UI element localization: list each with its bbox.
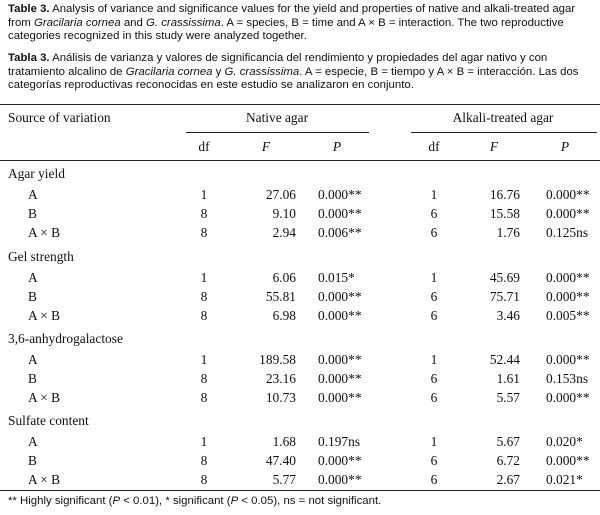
caption-text: and (120, 16, 147, 29)
cell-n-df: 8 (200, 371, 208, 386)
cell-n-P: 0.000** (318, 453, 362, 468)
row-source: A (28, 434, 38, 449)
header-p: P (332, 139, 342, 154)
caption-text: Analysis of variance and significance values for the yield and properties of native and alkali-treated agar from (8, 3, 576, 29)
cell-a-df: 6 (430, 289, 438, 304)
cell-n-P: 0.000** (318, 371, 362, 386)
cell-n-F: 9.10 (272, 206, 296, 221)
cell-n-df: 1 (200, 270, 208, 285)
cell-a-P: 0.000** (546, 289, 590, 304)
caption-text: . A = especie, B = tiempo y A × B = interacción. Las dos categorías reproductivas reconocidas en este estudio se analizaron en conjunto. (8, 65, 579, 92)
cell-n-F: 189.58 (259, 352, 296, 367)
cell-n-P: 0.000** (318, 472, 362, 487)
cell-n-F: 10.73 (265, 390, 296, 405)
row-source: B (28, 371, 37, 386)
caption-label: Tabla 3. (8, 52, 50, 64)
header-bottom-rule (0, 160, 600, 161)
header-source: Source of variation (8, 110, 111, 125)
cell-a-F: 5.57 (496, 390, 520, 405)
row-source: A × B (28, 308, 61, 323)
row-source: A (28, 270, 38, 285)
cell-a-df: 1 (430, 187, 438, 202)
table-bottom-rule (0, 490, 600, 491)
caption-spanish (8, 52, 594, 93)
cell-n-F: 2.94 (272, 225, 296, 240)
cell-n-df: 1 (200, 187, 208, 202)
row-source: A × B (28, 390, 61, 405)
cell-a-P: 0.000** (546, 390, 590, 405)
section-title: Sulfate content (8, 413, 89, 428)
row-source: A (28, 352, 38, 367)
cell-a-P: 0.005** (546, 308, 590, 323)
cell-n-P: 0.015* (318, 270, 355, 285)
cell-n-df: 8 (200, 472, 208, 487)
footnote-text: < 0.05), ns = not significant. (238, 495, 382, 507)
cell-n-df: 1 (200, 352, 208, 367)
cell-a-df: 6 (430, 371, 438, 386)
cell-n-F: 47.40 (265, 453, 296, 468)
cell-a-P: 0.000** (546, 270, 590, 285)
caption-species: Gracilaria cornea (125, 65, 213, 78)
footnote-p: P (112, 495, 121, 507)
cell-a-F: 52.44 (489, 352, 520, 367)
caption-species: G. crassissima (224, 65, 300, 78)
footnote-text: ** Highly significant ( (8, 495, 113, 507)
cell-a-P: 0.000** (546, 206, 590, 221)
row-source: A × B (28, 225, 61, 240)
row-source: B (28, 453, 37, 468)
cell-a-F: 5.67 (496, 434, 520, 449)
caption-label: Table 3. (8, 3, 50, 15)
cell-a-df: 6 (430, 390, 438, 405)
cell-a-df: 1 (430, 352, 438, 367)
cell-n-P: 0.000** (318, 187, 362, 202)
cell-a-df: 6 (430, 206, 438, 221)
section-title: 3,6-anhydrogalactose (8, 331, 123, 346)
cell-n-F: 6.06 (272, 270, 296, 285)
cell-n-P: 0.006** (318, 225, 362, 240)
cell-a-F: 15.58 (489, 206, 520, 221)
cell-a-F: 6.72 (496, 453, 520, 468)
cell-n-df: 8 (200, 225, 208, 240)
cell-a-P: 0.125ns (546, 225, 589, 240)
cell-a-df: 6 (430, 308, 438, 323)
caption-text: . A = species, B = time and A × B = interaction. The two reproductive categories recognized in this study were analyzed together. (8, 16, 564, 43)
header-df: df (198, 139, 210, 154)
header-alkali: Alkali-treated agar (452, 110, 554, 125)
cell-a-df: 1 (430, 270, 438, 285)
cell-a-df: 6 (430, 225, 438, 240)
row-source: B (28, 289, 37, 304)
cell-n-F: 27.06 (265, 187, 296, 202)
cell-n-df: 8 (200, 289, 208, 304)
alkali-span-rule (411, 132, 597, 133)
cell-n-P: 0.000** (318, 390, 362, 405)
cell-a-F: 1.76 (496, 225, 520, 240)
cell-a-F: 1.61 (496, 371, 520, 386)
cell-a-df: 6 (430, 472, 438, 487)
cell-n-df: 8 (200, 206, 208, 221)
cell-a-F: 45.69 (489, 270, 520, 285)
cell-n-F: 6.98 (272, 308, 296, 323)
cell-n-P: 0.197ns (318, 434, 361, 449)
section-title: Gel strength (8, 249, 74, 264)
cell-n-P: 0.000** (318, 308, 362, 323)
cell-a-P: 0.021* (546, 472, 583, 487)
footnote-text: < 0.01), * significant ( (120, 495, 231, 507)
cell-a-P: 0.020* (546, 434, 583, 449)
header-native: Native agar (245, 110, 309, 125)
cell-n-P: 0.000** (318, 352, 362, 367)
native-span-rule (186, 132, 369, 133)
caption-species: Gracilaria cornea (33, 16, 121, 29)
cell-a-F: 2.67 (496, 472, 520, 487)
row-source: A × B (28, 472, 61, 487)
cell-n-F: 5.77 (272, 472, 296, 487)
cell-n-F: 1.68 (272, 434, 296, 449)
footnote (8, 494, 381, 508)
cell-a-F: 16.76 (489, 187, 520, 202)
cell-n-F: 23.16 (265, 371, 296, 386)
cell-a-P: 0.000** (546, 352, 590, 367)
row-source: B (28, 206, 37, 221)
caption-text: y (212, 65, 225, 78)
header-f: F (261, 139, 271, 154)
footnote-p: P (230, 495, 239, 507)
table-top-rule (0, 104, 600, 105)
cell-a-df: 1 (430, 434, 438, 449)
cell-n-P: 0.000** (318, 206, 362, 221)
cell-a-F: 75.71 (489, 289, 520, 304)
header-f: F (489, 139, 499, 154)
row-source: A (28, 187, 38, 202)
cell-a-P: 0.153ns (546, 371, 589, 386)
cell-n-df: 8 (200, 390, 208, 405)
cell-n-df: 8 (200, 308, 208, 323)
cell-a-F: 3.46 (496, 308, 520, 323)
caption-species: G. crassissima (146, 16, 221, 29)
caption-english (8, 3, 594, 44)
caption-text: Análisis de varianza y valores de significancia del rendimiento y propiedades del agar nativo y con tratamiento alcalino de (8, 52, 548, 78)
cell-n-df: 1 (200, 434, 208, 449)
cell-n-F: 55.81 (265, 289, 296, 304)
cell-a-P: 0.000** (546, 187, 590, 202)
cell-n-P: 0.000** (318, 289, 362, 304)
cell-a-P: 0.000** (546, 453, 590, 468)
header-df: df (428, 139, 440, 154)
section-title: Agar yield (8, 166, 65, 181)
header-p: P (560, 139, 570, 154)
cell-a-df: 6 (430, 453, 438, 468)
cell-n-df: 8 (200, 453, 208, 468)
